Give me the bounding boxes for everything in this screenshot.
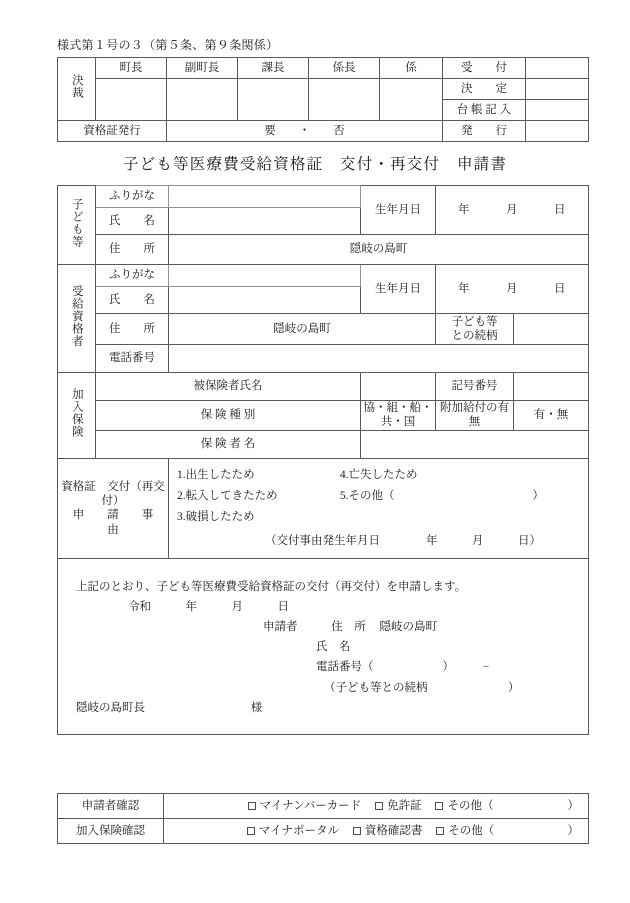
checkbox-label: 免許証 (387, 799, 422, 812)
decision-col-staff: 係 (380, 58, 443, 79)
recipient-phone-input[interactable] (169, 345, 589, 373)
page-title: 子ども等医療費受給資格証 交付・再交付 申請書 (122, 156, 508, 173)
recipient-address-label: 住 所 (96, 314, 169, 345)
decision-col-section-chief: 課長 (238, 58, 309, 79)
reason-row-2 (177, 486, 588, 507)
table-row (58, 458, 589, 558)
recipient-birth-input[interactable]: 年 月 日 (436, 265, 589, 314)
applicant-label: 申請者 (263, 621, 298, 634)
recipient-relation-label-line2: との続柄 (451, 330, 498, 342)
stamp-box-staff[interactable] (380, 79, 443, 121)
recipient-furigana-input[interactable] (169, 265, 361, 287)
certificate-issue-label: 資格証発行 (58, 121, 167, 142)
additional-benefit-label: 附加給付の有無 (436, 401, 514, 431)
table-row (58, 794, 589, 819)
reason-option-3[interactable]: 3.破損したため (177, 511, 255, 524)
insurance-section-label: 加入保険 (70, 388, 83, 439)
checkbox-option-eligibility-certificate[interactable] (353, 824, 423, 838)
checkbox-icon[interactable] (436, 827, 444, 835)
applicant-name-label[interactable]: 氏 名 (316, 641, 351, 654)
child-birth-input[interactable]: 年 月 日 (436, 186, 589, 235)
recipient-name-input[interactable] (169, 287, 361, 314)
table-row (58, 314, 589, 345)
table-row (58, 235, 589, 265)
decision-row-label: 決裁 (70, 74, 83, 100)
application-grid (57, 185, 589, 735)
decision-col-deputy-mayor: 副町長 (167, 58, 238, 79)
checkbox-label: その他（ (448, 824, 495, 837)
insured-name-label: 被保険者氏名 (96, 373, 361, 401)
reason-option-4[interactable]: 4.亡失したため (339, 468, 418, 481)
decision-grid (57, 57, 589, 142)
declaration-block (58, 563, 588, 730)
recipient-phone-label: 電話番号 (96, 345, 169, 373)
reason-options-list (169, 459, 588, 558)
recipient-section-label-cell (58, 265, 96, 373)
table-row (58, 373, 589, 401)
decision-ledger-entry-label: 台 帳 記 入 (443, 100, 526, 121)
addressee-line (58, 698, 588, 718)
reason-label-line1: 資格証 交付（再交付） (61, 480, 165, 507)
decision-issue-label: 発 行 (443, 121, 526, 142)
child-furigana-label: ふりがな (96, 186, 169, 208)
stamp-box-subsection-chief[interactable] (309, 79, 380, 121)
recipient-section-label: 受給資格者 (70, 285, 83, 348)
table-row (58, 430, 589, 458)
insured-name-input[interactable] (361, 373, 436, 401)
recipient-furigana-label: ふりがな (96, 265, 169, 287)
decision-row-label-cell (58, 58, 96, 121)
stamp-box-deputy-mayor[interactable] (167, 79, 238, 121)
decision-decided-label: 決 定 (443, 79, 526, 100)
insurance-section-label-cell (58, 373, 96, 459)
insurance-type-options[interactable]: 協・組・船・共・国 (361, 401, 436, 431)
applicant-relation-label[interactable]: （子ども等との続柄 ） (324, 681, 520, 694)
applicant-address-label: 住 所 (331, 621, 366, 634)
recipient-address-input[interactable]: 隠岐の島町 (169, 314, 436, 345)
checkbox-icon[interactable] (353, 827, 361, 835)
confirmation-grid (57, 793, 589, 844)
checkbox-option-drivers-license[interactable] (375, 799, 422, 813)
insurance-verification-options (164, 819, 589, 844)
applicant-verification-options (164, 794, 589, 819)
checkbox-icon[interactable] (248, 802, 256, 810)
table-row (58, 186, 589, 208)
recipient-relation-label-line1: 子ども等 (451, 315, 498, 328)
reason-row-3 (177, 507, 588, 528)
reason-row-1 (177, 465, 588, 486)
child-address-input[interactable]: 隠岐の島町 (169, 235, 589, 265)
table-row (58, 401, 589, 431)
declaration-cell (58, 558, 589, 734)
table-row (58, 121, 589, 142)
decision-table (57, 57, 588, 142)
table-row (58, 819, 589, 844)
stamp-box-section-chief[interactable] (238, 79, 309, 121)
insurance-type-label: 保 険 種 別 (96, 401, 361, 431)
insurer-name-input[interactable] (361, 430, 589, 458)
symbol-number-input[interactable] (514, 373, 589, 401)
applicant-other-close-paren: ） (567, 799, 579, 812)
recipient-relation-input[interactable] (514, 314, 589, 345)
table-row (58, 558, 589, 734)
insurance-other-close-paren: ） (567, 824, 579, 837)
reason-label-line2: 申 請 事 由 (72, 509, 177, 536)
child-birth-label: 生年月日 (361, 186, 436, 235)
child-address-label: 住 所 (96, 235, 169, 265)
decision-col-mayor: 町長 (96, 58, 167, 79)
checkbox-option-other[interactable] (436, 824, 494, 838)
confirmation-table (57, 793, 588, 844)
table-row (58, 265, 589, 287)
child-name-input[interactable] (169, 208, 361, 235)
applicant-address-line (58, 617, 588, 637)
child-name-label: 氏 名 (96, 208, 169, 235)
reason-label-cell (58, 458, 177, 558)
reason-options-cell (169, 458, 589, 558)
checkbox-option-mynumber-card[interactable] (248, 799, 362, 813)
checkbox-icon[interactable] (247, 827, 255, 835)
applicant-phone-label[interactable]: 電話番号（ ） − (316, 661, 490, 674)
table-row (58, 79, 589, 100)
applicant-address-value[interactable]: 隠岐の島町 (379, 621, 437, 634)
table-row (58, 345, 589, 373)
decision-ledger-entry-value[interactable] (526, 100, 589, 121)
reason-option-2[interactable]: 2.転入してきたため (177, 490, 278, 503)
applicant-verification-label: 申請者確認 (58, 794, 164, 819)
stamp-box-mayor[interactable] (96, 79, 167, 121)
recipient-name-label: 氏 名 (96, 287, 169, 314)
application-main-table (57, 185, 588, 735)
checkbox-label: その他（ (447, 799, 494, 812)
checkbox-label: 資格確認書 (364, 824, 423, 837)
declaration-statement: 上記のとおり、子ども等医療費受給資格証の交付（再交付）を申請します。 (76, 580, 467, 593)
certificate-issue-options[interactable]: 要 ・ 否 (167, 121, 443, 142)
insurer-name-label: 保 険 者 名 (96, 430, 361, 458)
table-row (58, 58, 589, 79)
recipient-relation-label (436, 314, 514, 345)
child-section-label-cell (58, 186, 96, 265)
recipient-birth-label: 生年月日 (361, 265, 436, 314)
checkbox-option-other[interactable] (435, 799, 493, 813)
reason-occurrence-date[interactable]: （交付事由発生年月日 年 月 日） (265, 534, 541, 547)
decision-decided-value[interactable] (526, 79, 589, 100)
child-furigana-input[interactable] (169, 186, 361, 208)
insurance-verification-label: 加入保険確認 (58, 819, 164, 844)
form-number-label: 様式第１号の３（第５条、第９条関係） (57, 38, 279, 52)
declaration-date[interactable]: 令和 年 月 日 (128, 601, 289, 613)
checkbox-label: マイナンバーカード (259, 799, 362, 812)
checkbox-label: マイナポータル (258, 824, 340, 837)
checkbox-option-myna-portal[interactable] (247, 824, 339, 838)
additional-benefit-options[interactable]: 有・無 (514, 401, 589, 431)
reason-option-5[interactable]: 5.その他（ ） (339, 490, 544, 503)
reason-option-1[interactable]: 1.出生したため (177, 468, 255, 481)
addressee-honorific: 様 (250, 701, 263, 714)
checkbox-icon[interactable] (435, 802, 443, 810)
decision-issue-value[interactable] (526, 121, 589, 142)
addressee-name: 隠岐の島町長 (76, 701, 145, 714)
decision-receipt-value[interactable] (526, 58, 589, 79)
symbol-number-label: 記号番号 (436, 373, 514, 401)
child-section-label: 子ども等 (70, 197, 83, 248)
decision-receipt-label: 受 付 (443, 58, 526, 79)
decision-col-subsection-chief: 係長 (309, 58, 380, 79)
checkbox-icon[interactable] (375, 802, 383, 810)
